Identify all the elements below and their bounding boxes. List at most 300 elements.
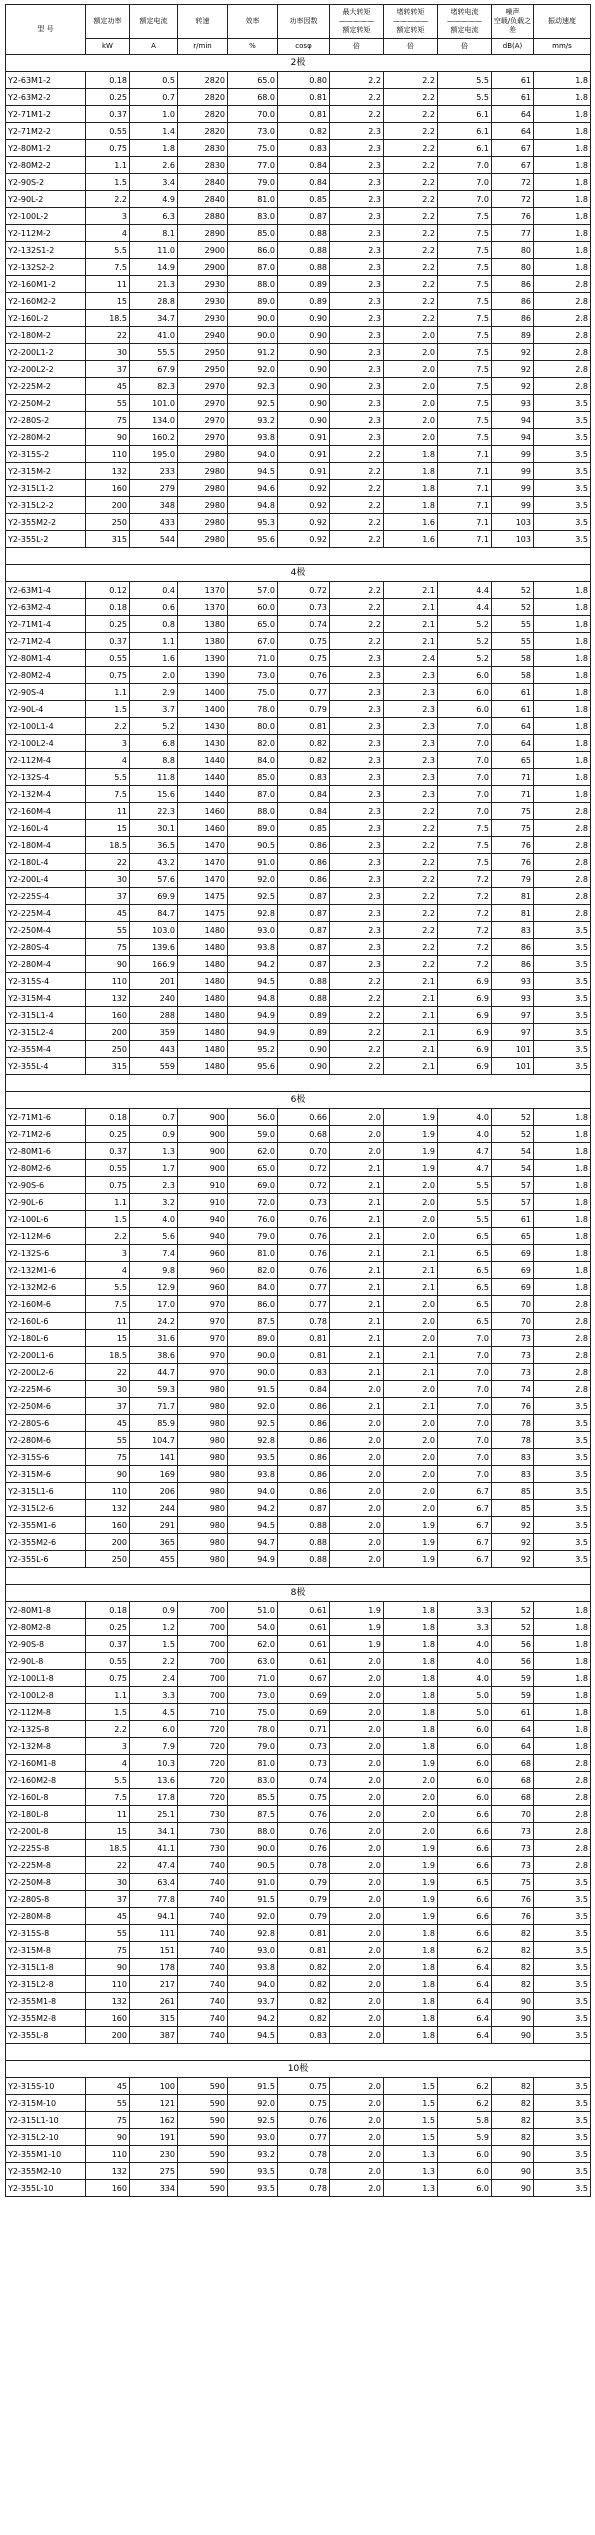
value-cell: 1.8 xyxy=(384,1704,438,1721)
value-cell: 1.9 xyxy=(384,1551,438,1568)
value-cell: 94.5 xyxy=(228,2027,278,2044)
value-cell: 200 xyxy=(86,2027,130,2044)
value-cell: 2.0 xyxy=(330,1789,384,1806)
value-cell: 72 xyxy=(492,191,534,208)
value-cell: 56 xyxy=(492,1636,534,1653)
model-cell: Y2-355L-8 xyxy=(6,2027,86,2044)
value-cell: 94.9 xyxy=(228,1551,278,1568)
value-cell: 1.2 xyxy=(130,1619,178,1636)
value-cell: 2.0 xyxy=(384,378,438,395)
value-cell: 2.3 xyxy=(330,684,384,701)
table-row xyxy=(6,1432,591,1449)
value-cell: 0.69 xyxy=(278,1687,330,1704)
value-cell: 0.77 xyxy=(278,1296,330,1313)
value-cell: 75 xyxy=(86,1942,130,1959)
value-cell: 62.0 xyxy=(228,1143,278,1160)
value-cell: 10.3 xyxy=(130,1755,178,1772)
value-cell: 64 xyxy=(492,1738,534,1755)
value-cell: 5.2 xyxy=(438,650,492,667)
value-cell: 92.5 xyxy=(228,1415,278,1432)
value-cell: 80 xyxy=(492,242,534,259)
model-cell: Y2-315L2-4 xyxy=(6,1024,86,1041)
table-row xyxy=(6,1687,591,1704)
value-cell: 2.8 xyxy=(534,310,591,327)
value-cell: 93.8 xyxy=(228,1959,278,1976)
value-cell: 2.0 xyxy=(384,1806,438,1823)
value-cell: 6.9 xyxy=(438,990,492,1007)
value-cell: 103 xyxy=(492,531,534,548)
value-cell: 1.9 xyxy=(330,1619,384,1636)
value-cell: 7.4 xyxy=(130,1245,178,1262)
model-cell: Y2-80M2-4 xyxy=(6,667,86,684)
value-cell: 0.75 xyxy=(278,1789,330,1806)
value-cell: 55 xyxy=(86,1925,130,1942)
value-cell: 2.0 xyxy=(330,1466,384,1483)
value-cell: 720 xyxy=(178,1789,228,1806)
value-cell: 2.1 xyxy=(330,1398,384,1415)
value-cell: 132 xyxy=(86,2163,130,2180)
value-cell: 2.2 xyxy=(330,480,384,497)
value-cell: 57.6 xyxy=(130,871,178,888)
model-cell: Y2-160L-2 xyxy=(6,310,86,327)
value-cell: 2.1 xyxy=(330,1211,384,1228)
value-cell: 6.7 xyxy=(438,1500,492,1517)
table-row xyxy=(6,1364,591,1381)
model-cell: Y2-355L-2 xyxy=(6,531,86,548)
value-cell: 93.0 xyxy=(228,2129,278,2146)
value-cell: 3.5 xyxy=(534,1398,591,1415)
value-cell: 94.8 xyxy=(228,990,278,1007)
value-cell: 2.4 xyxy=(130,1670,178,1687)
value-cell: 3.5 xyxy=(534,480,591,497)
value-cell: 94.5 xyxy=(228,463,278,480)
value-cell: 2.3 xyxy=(330,242,384,259)
value-cell: 0.89 xyxy=(278,1007,330,1024)
value-cell: 59 xyxy=(492,1687,534,1704)
value-cell: 2.0 xyxy=(330,1534,384,1551)
pole-section-header xyxy=(6,2061,591,2078)
value-cell: 2.8 xyxy=(534,1381,591,1398)
value-cell: 0.72 xyxy=(278,1177,330,1194)
unit-power-factor: cosφ xyxy=(278,39,330,55)
value-cell: 160 xyxy=(86,480,130,497)
value-cell: 1.8 xyxy=(534,1636,591,1653)
value-cell: 2.3 xyxy=(330,837,384,854)
value-cell: 1.8 xyxy=(534,650,591,667)
value-cell: 86 xyxy=(492,293,534,310)
value-cell: 76 xyxy=(492,1908,534,1925)
value-cell: 77.0 xyxy=(228,157,278,174)
value-cell: 0.78 xyxy=(278,1313,330,1330)
value-cell: 0.9 xyxy=(130,1126,178,1143)
value-cell: 6.0 xyxy=(438,2180,492,2197)
value-cell: 2.0 xyxy=(384,1177,438,1194)
value-cell: 7.0 xyxy=(438,769,492,786)
header-vibration: 振动速度 xyxy=(534,5,591,39)
value-cell: 101.0 xyxy=(130,395,178,412)
value-cell: 740 xyxy=(178,1925,228,1942)
value-cell: 940 xyxy=(178,1228,228,1245)
value-cell: 2.8 xyxy=(534,1840,591,1857)
value-cell: 1.8 xyxy=(534,1602,591,1619)
value-cell: 0.75 xyxy=(278,650,330,667)
value-cell: 90 xyxy=(86,1466,130,1483)
table-row xyxy=(6,327,591,344)
value-cell: 2.0 xyxy=(330,1704,384,1721)
header-locked-current-sub: 额定电流 xyxy=(450,26,479,34)
value-cell: 22.3 xyxy=(130,803,178,820)
value-cell: 0.84 xyxy=(278,157,330,174)
value-cell: 1.8 xyxy=(384,1925,438,1942)
value-cell: 94.6 xyxy=(228,480,278,497)
value-cell: 559 xyxy=(130,1058,178,1075)
value-cell: 90 xyxy=(492,2010,534,2027)
value-cell: 1.8 xyxy=(130,140,178,157)
value-cell: 75.0 xyxy=(228,140,278,157)
value-cell: 1.5 xyxy=(384,2112,438,2129)
value-cell: 7.0 xyxy=(438,1347,492,1364)
model-cell: Y2-355M2-2 xyxy=(6,514,86,531)
value-cell: 6.4 xyxy=(438,1993,492,2010)
value-cell: 2.8 xyxy=(534,1857,591,1874)
value-cell: 1.8 xyxy=(384,1976,438,1993)
value-cell: 75 xyxy=(86,2112,130,2129)
value-cell: 0.37 xyxy=(86,633,130,650)
value-cell: 2.1 xyxy=(330,1160,384,1177)
value-cell: 4.9 xyxy=(130,191,178,208)
model-cell: Y2-200L-4 xyxy=(6,871,86,888)
pole-section-header xyxy=(6,1585,591,1602)
value-cell: 3.5 xyxy=(534,973,591,990)
value-cell: 0.79 xyxy=(278,701,330,718)
value-cell: 2.2 xyxy=(384,939,438,956)
value-cell: 0.61 xyxy=(278,1619,330,1636)
value-cell: 1480 xyxy=(178,939,228,956)
value-cell: 544 xyxy=(130,531,178,548)
value-cell: 0.82 xyxy=(278,1959,330,1976)
value-cell: 3.5 xyxy=(534,1534,591,1551)
value-cell: 2.2 xyxy=(330,1058,384,1075)
value-cell: 83 xyxy=(492,922,534,939)
value-cell: 740 xyxy=(178,1874,228,1891)
model-cell: Y2-315S-2 xyxy=(6,446,86,463)
value-cell: 90 xyxy=(492,2180,534,2197)
value-cell: 6.6 xyxy=(438,1891,492,1908)
section-spacer-cell xyxy=(6,1568,591,1585)
header-current: 额定电流 xyxy=(130,5,178,39)
model-cell: Y2-90S-2 xyxy=(6,174,86,191)
value-cell: 110 xyxy=(86,2146,130,2163)
value-cell: 160 xyxy=(86,2010,130,2027)
value-cell: 2970 xyxy=(178,412,228,429)
value-cell: 3.5 xyxy=(534,1891,591,1908)
value-cell: 1.8 xyxy=(534,208,591,225)
model-cell: Y2-315L1-8 xyxy=(6,1959,86,1976)
value-cell: 2.0 xyxy=(384,327,438,344)
value-cell: 1400 xyxy=(178,701,228,718)
value-cell: 1.8 xyxy=(384,1619,438,1636)
value-cell: 5.0 xyxy=(438,1687,492,1704)
value-cell: 720 xyxy=(178,1755,228,1772)
value-cell: 6.8 xyxy=(130,735,178,752)
table-row xyxy=(6,1449,591,1466)
value-cell: 7.2 xyxy=(438,939,492,956)
table-row xyxy=(6,2129,591,2146)
model-cell: Y2-160M-4 xyxy=(6,803,86,820)
value-cell: 132 xyxy=(86,1993,130,2010)
value-cell: 73 xyxy=(492,1857,534,1874)
value-cell: 30.1 xyxy=(130,820,178,837)
value-cell: 4.0 xyxy=(438,1109,492,1126)
table-row xyxy=(6,242,591,259)
value-cell: 1.9 xyxy=(384,1874,438,1891)
value-cell: 2.1 xyxy=(330,1347,384,1364)
value-cell: 0.89 xyxy=(278,1024,330,1041)
value-cell: 2.8 xyxy=(534,293,591,310)
value-cell: 3.5 xyxy=(534,1908,591,1925)
value-cell: 94.2 xyxy=(228,1500,278,1517)
value-cell: 1.8 xyxy=(534,1143,591,1160)
model-cell: Y2-132S-4 xyxy=(6,769,86,786)
value-cell: 0.18 xyxy=(86,1109,130,1126)
value-cell: 2.3 xyxy=(330,854,384,871)
value-cell: 2.2 xyxy=(86,1228,130,1245)
value-cell: 7.5 xyxy=(438,395,492,412)
value-cell: 0.25 xyxy=(86,616,130,633)
value-cell: 2.0 xyxy=(384,412,438,429)
value-cell: 0.92 xyxy=(278,514,330,531)
value-cell: 86.0 xyxy=(228,1296,278,1313)
value-cell: 64 xyxy=(492,123,534,140)
value-cell: 7.0 xyxy=(438,174,492,191)
value-cell: 92.0 xyxy=(228,1908,278,1925)
value-cell: 5.6 xyxy=(130,1228,178,1245)
value-cell: 1400 xyxy=(178,684,228,701)
value-cell: 5.5 xyxy=(86,769,130,786)
value-cell: 3.5 xyxy=(534,2095,591,2112)
value-cell: 2.9 xyxy=(130,684,178,701)
value-cell: 1470 xyxy=(178,854,228,871)
value-cell: 91.0 xyxy=(228,1874,278,1891)
value-cell: 2.2 xyxy=(384,140,438,157)
value-cell: 0.25 xyxy=(86,89,130,106)
value-cell: 80 xyxy=(492,259,534,276)
value-cell: 2.3 xyxy=(330,820,384,837)
value-cell: 94.5 xyxy=(228,1517,278,1534)
section-spacer-cell xyxy=(6,548,591,565)
section-spacer-row xyxy=(6,1568,591,1585)
value-cell: 2.0 xyxy=(384,344,438,361)
value-cell: 92.0 xyxy=(228,1398,278,1415)
value-cell: 0.75 xyxy=(86,1670,130,1687)
value-cell: 90 xyxy=(492,2146,534,2163)
value-cell: 6.9 xyxy=(438,1024,492,1041)
unit-vibration: mm/s xyxy=(534,39,591,55)
value-cell: 0.75 xyxy=(278,2095,330,2112)
table-row xyxy=(6,650,591,667)
value-cell: 90 xyxy=(492,2027,534,2044)
model-cell: Y2-355L-6 xyxy=(6,1551,86,1568)
value-cell: 69 xyxy=(492,1279,534,1296)
value-cell: 1475 xyxy=(178,888,228,905)
value-cell: 0.82 xyxy=(278,752,330,769)
value-cell: 0.37 xyxy=(86,1143,130,1160)
model-cell: Y2-90L-8 xyxy=(6,1653,86,1670)
unit-power: kW xyxy=(86,39,130,55)
value-cell: 3 xyxy=(86,208,130,225)
model-cell: Y2-315L1-2 xyxy=(6,480,86,497)
value-cell: 2.0 xyxy=(330,2163,384,2180)
value-cell: 2.3 xyxy=(330,888,384,905)
value-cell: 0.72 xyxy=(278,582,330,599)
value-cell: 11 xyxy=(86,803,130,820)
value-cell: 2880 xyxy=(178,208,228,225)
value-cell: 288 xyxy=(130,1007,178,1024)
value-cell: 4.0 xyxy=(438,1670,492,1687)
value-cell: 980 xyxy=(178,1517,228,1534)
value-cell: 2.2 xyxy=(384,259,438,276)
table-row xyxy=(6,429,591,446)
value-cell: 3.5 xyxy=(534,1874,591,1891)
value-cell: 1.8 xyxy=(534,1687,591,1704)
value-cell: 3.5 xyxy=(534,412,591,429)
value-cell: 75 xyxy=(492,1874,534,1891)
value-cell: 2.2 xyxy=(330,633,384,650)
value-cell: 7.1 xyxy=(438,497,492,514)
value-cell: 2.3 xyxy=(330,786,384,803)
value-cell: 92.5 xyxy=(228,888,278,905)
value-cell: 2820 xyxy=(178,72,228,89)
value-cell: 2.1 xyxy=(384,1041,438,1058)
value-cell: 18.5 xyxy=(86,1347,130,1364)
table-row xyxy=(6,1738,591,1755)
value-cell: 2.8 xyxy=(534,276,591,293)
model-cell: Y2-315M-10 xyxy=(6,2095,86,2112)
value-cell: 1.8 xyxy=(384,1670,438,1687)
value-cell: 2.2 xyxy=(384,191,438,208)
value-cell: 2.0 xyxy=(330,2010,384,2027)
value-cell: 92.8 xyxy=(228,1925,278,1942)
value-cell: 1.8 xyxy=(384,2027,438,2044)
value-cell: 2.2 xyxy=(330,1007,384,1024)
value-cell: 720 xyxy=(178,1721,228,1738)
value-cell: 244 xyxy=(130,1500,178,1517)
value-cell: 1.8 xyxy=(534,1177,591,1194)
value-cell: 1.8 xyxy=(534,616,591,633)
table-row xyxy=(6,1908,591,1925)
value-cell: 2.2 xyxy=(384,888,438,905)
model-cell: Y2-132M2-6 xyxy=(6,1279,86,1296)
value-cell: 6.5 xyxy=(438,1296,492,1313)
value-cell: 2.1 xyxy=(384,1262,438,1279)
model-cell: Y2-63M1-2 xyxy=(6,72,86,89)
value-cell: 110 xyxy=(86,1483,130,1500)
value-cell: 0.88 xyxy=(278,225,330,242)
model-cell: Y2-100L-6 xyxy=(6,1211,86,1228)
table-row xyxy=(6,1721,591,1738)
value-cell: 90 xyxy=(86,429,130,446)
value-cell: 82 xyxy=(492,2129,534,2146)
value-cell: 2.0 xyxy=(330,2078,384,2095)
value-cell: 0.90 xyxy=(278,378,330,395)
header-locked-torque-sub: 额定转矩 xyxy=(396,26,425,34)
value-cell: 76 xyxy=(492,837,534,854)
value-cell: 0.81 xyxy=(278,89,330,106)
value-cell: 191 xyxy=(130,2129,178,2146)
value-cell: 1.1 xyxy=(86,157,130,174)
table-row xyxy=(6,2095,591,2112)
value-cell: 85.9 xyxy=(130,1415,178,1432)
value-cell: 6.2 xyxy=(438,2095,492,2112)
unit-current: A xyxy=(130,39,178,55)
value-cell: 2980 xyxy=(178,446,228,463)
value-cell: 0.87 xyxy=(278,888,330,905)
value-cell: 1480 xyxy=(178,922,228,939)
value-cell: 51.0 xyxy=(228,1602,278,1619)
model-cell: Y2-63M1-4 xyxy=(6,582,86,599)
model-cell: Y2-315L2-10 xyxy=(6,2129,86,2146)
model-cell: Y2-315L1-4 xyxy=(6,1007,86,1024)
value-cell: 90.5 xyxy=(228,1857,278,1874)
value-cell: 0.84 xyxy=(278,1381,330,1398)
value-cell: 0.84 xyxy=(278,174,330,191)
table-row xyxy=(6,412,591,429)
value-cell: 92 xyxy=(492,378,534,395)
value-cell: 960 xyxy=(178,1279,228,1296)
value-cell: 87.5 xyxy=(228,1313,278,1330)
model-cell: Y2-80M1-6 xyxy=(6,1143,86,1160)
value-cell: 1.8 xyxy=(534,157,591,174)
value-cell: 2.2 xyxy=(330,1024,384,1041)
table-row xyxy=(6,667,591,684)
value-cell: 8.1 xyxy=(130,225,178,242)
value-cell: 93 xyxy=(492,990,534,1007)
value-cell: 110 xyxy=(86,446,130,463)
model-cell: Y2-225S-8 xyxy=(6,1840,86,1857)
value-cell: 2.3 xyxy=(330,667,384,684)
value-cell: 1440 xyxy=(178,752,228,769)
table-row xyxy=(6,956,591,973)
value-cell: 1.8 xyxy=(384,480,438,497)
value-cell: 57 xyxy=(492,1194,534,1211)
value-cell: 0.76 xyxy=(278,1840,330,1857)
value-cell: 3.5 xyxy=(534,2180,591,2197)
model-cell: Y2-315M-4 xyxy=(6,990,86,1007)
table-row xyxy=(6,1279,591,1296)
value-cell: 5.5 xyxy=(438,1194,492,1211)
value-cell: 2.0 xyxy=(384,1449,438,1466)
value-cell: 1.3 xyxy=(130,1143,178,1160)
value-cell: 200 xyxy=(86,1024,130,1041)
value-cell: 90.0 xyxy=(228,327,278,344)
table-row xyxy=(6,1857,591,1874)
value-cell: 81 xyxy=(492,905,534,922)
value-cell: 1370 xyxy=(178,599,228,616)
value-cell: 2.2 xyxy=(330,514,384,531)
table-row xyxy=(6,973,591,990)
table-row xyxy=(6,2180,591,2197)
value-cell: 2.0 xyxy=(130,667,178,684)
value-cell: 3.5 xyxy=(534,2010,591,2027)
value-cell: 910 xyxy=(178,1194,228,1211)
value-cell: 2.8 xyxy=(534,1755,591,1772)
value-cell: 1460 xyxy=(178,820,228,837)
value-cell: 0.78 xyxy=(278,1857,330,1874)
model-cell: Y2-355M-4 xyxy=(6,1041,86,1058)
value-cell: 2.2 xyxy=(384,310,438,327)
table-row xyxy=(6,1517,591,1534)
value-cell: 7.5 xyxy=(438,327,492,344)
